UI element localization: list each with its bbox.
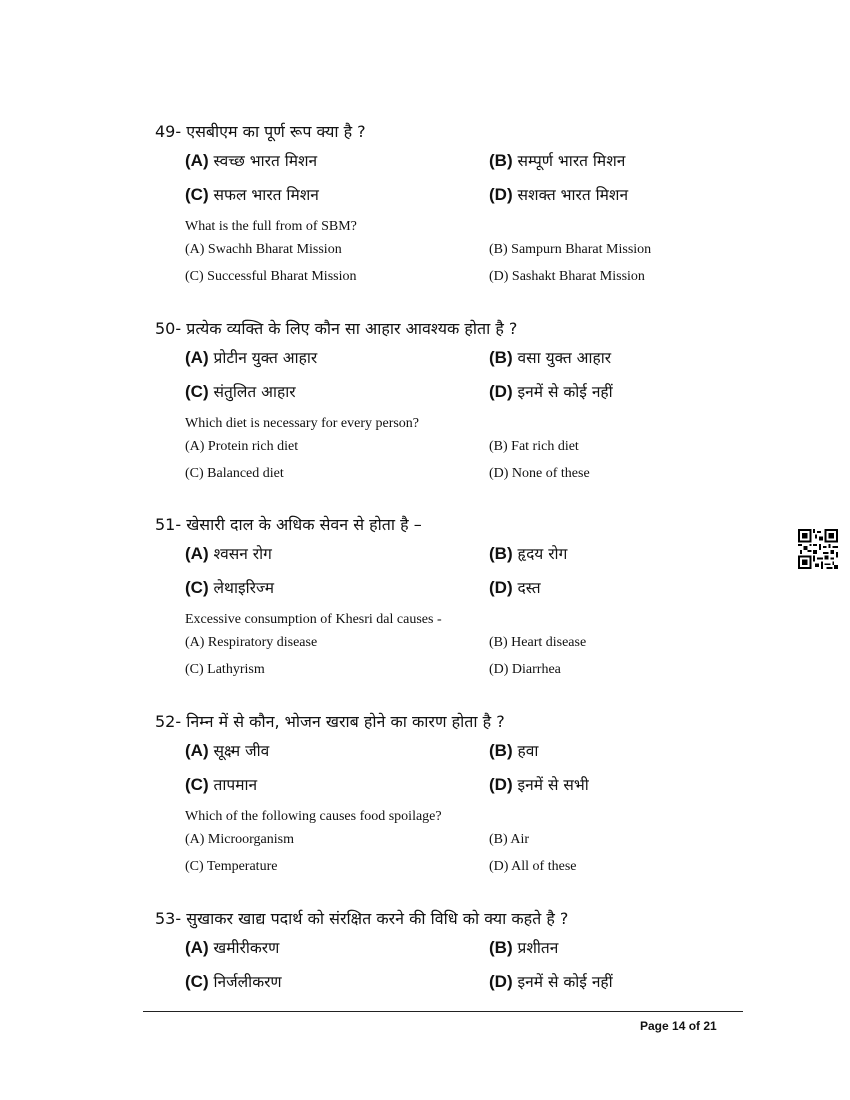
hindi-option-b: (B) सम्पूर्ण भारत मिशन <box>489 151 626 170</box>
hindi-option-d: (D) इनमें से सभी <box>489 775 589 794</box>
english-option-b: (B) Heart disease <box>489 635 587 650</box>
hindi-option-a: (A) स्वच्छ भारत मिशन <box>185 151 318 170</box>
english-question: Which of the following causes food spoilage? <box>185 809 442 824</box>
hindi-option-a: (A) प्रोटीन युक्त आहार <box>185 348 318 367</box>
hindi-options-row <box>155 767 715 801</box>
hindi-option-a: (A) श्वसन रोग <box>185 544 272 563</box>
english-question: What is the full from of SBM? <box>185 219 357 234</box>
hindi-option-a: (A) खमीरीकरण <box>185 938 280 957</box>
english-options-row <box>155 827 715 854</box>
english-options-row <box>155 630 715 657</box>
hindi-option-d: (D) दस्त <box>489 578 541 597</box>
hindi-option-c: (C) लेथाइरिज्म <box>185 578 275 597</box>
hindi-options-row <box>155 964 715 998</box>
question-title: 52- निम्न में से कौन, भोजन खराब होने का कारण होता है ? <box>155 712 505 731</box>
english-option-d: (D) None of these <box>489 466 590 481</box>
english-option-a: (A) Respiratory disease <box>185 635 318 650</box>
hindi-options-row <box>155 177 715 211</box>
question-50 <box>155 318 715 488</box>
question-title: 53- सुखाकर खाद्य पदार्थ को संरक्षित करने की विधि को क्या कहते है ? <box>155 909 569 928</box>
english-option-c: (C) Successful Bharat Mission <box>185 269 357 284</box>
hindi-options-row <box>155 536 715 570</box>
english-option-a: (A) Swachh Bharat Mission <box>185 242 342 257</box>
english-options-row <box>155 237 715 264</box>
hindi-options-row <box>155 374 715 408</box>
hindi-option-b: (B) हृदय रोग <box>489 544 568 563</box>
english-option-d: (D) Diarrhea <box>489 662 561 677</box>
english-question: Which diet is necessary for every person? <box>185 416 420 431</box>
footer-divider <box>143 1011 743 1012</box>
hindi-option-c: (C) सफल भारत मिशन <box>185 185 319 204</box>
hindi-options-row <box>155 930 715 964</box>
question-53 <box>155 908 715 998</box>
hindi-options-row <box>155 570 715 604</box>
english-options-row <box>155 434 715 461</box>
english-options-row <box>155 657 715 684</box>
hindi-option-d: (D) इनमें से कोई नहीं <box>489 382 613 401</box>
hindi-option-a: (A) सूक्ष्म जीव <box>185 741 270 760</box>
english-options-row <box>155 264 715 291</box>
english-option-a: (A) Microorganism <box>185 832 294 847</box>
qr-code-icon <box>798 529 838 569</box>
english-option-b: (B) Fat rich diet <box>489 439 579 454</box>
hindi-option-b: (B) हवा <box>489 741 539 760</box>
english-option-c: (C) Balanced diet <box>185 466 284 481</box>
hindi-options-row <box>155 143 715 177</box>
hindi-option-b: (B) प्रशीतन <box>489 938 559 957</box>
hindi-option-d: (D) इनमें से कोई नहीं <box>489 972 613 991</box>
hindi-options-row <box>155 733 715 767</box>
hindi-option-c: (C) संतुलित आहार <box>185 382 296 401</box>
hindi-options-row <box>155 340 715 374</box>
english-question: Excessive consumption of Khesri dal causes - <box>185 612 442 627</box>
english-option-b: (B) Sampurn Bharat Mission <box>489 242 652 257</box>
english-option-c: (C) Lathyrism <box>185 662 265 677</box>
hindi-option-c: (C) निर्जलीकरण <box>185 972 282 991</box>
question-51 <box>155 514 715 684</box>
question-title: 50- प्रत्येक व्यक्ति के लिए कौन सा आहार आवश्यक होता है ? <box>155 319 518 338</box>
english-option-c: (C) Temperature <box>185 859 278 874</box>
english-option-d: (D) All of these <box>489 859 577 874</box>
hindi-option-c: (C) तापमान <box>185 775 258 794</box>
english-option-a: (A) Protein rich diet <box>185 439 299 454</box>
question-title: 51- खेसारी दाल के अधिक सेवन से होता है – <box>155 515 422 534</box>
english-options-row <box>155 854 715 881</box>
question-title: 49- एसबीएम का पूर्ण रूप क्या है ? <box>155 122 366 141</box>
hindi-option-d: (D) सशक्त भारत मिशन <box>489 185 629 204</box>
question-49 <box>155 121 715 291</box>
page-number: Page 14 of 21 <box>640 1019 717 1033</box>
english-option-d: (D) Sashakt Bharat Mission <box>489 269 645 284</box>
english-option-b: (B) Air <box>489 832 530 847</box>
question-52 <box>155 711 715 881</box>
english-options-row <box>155 461 715 488</box>
hindi-option-b: (B) वसा युक्त आहार <box>489 348 612 367</box>
